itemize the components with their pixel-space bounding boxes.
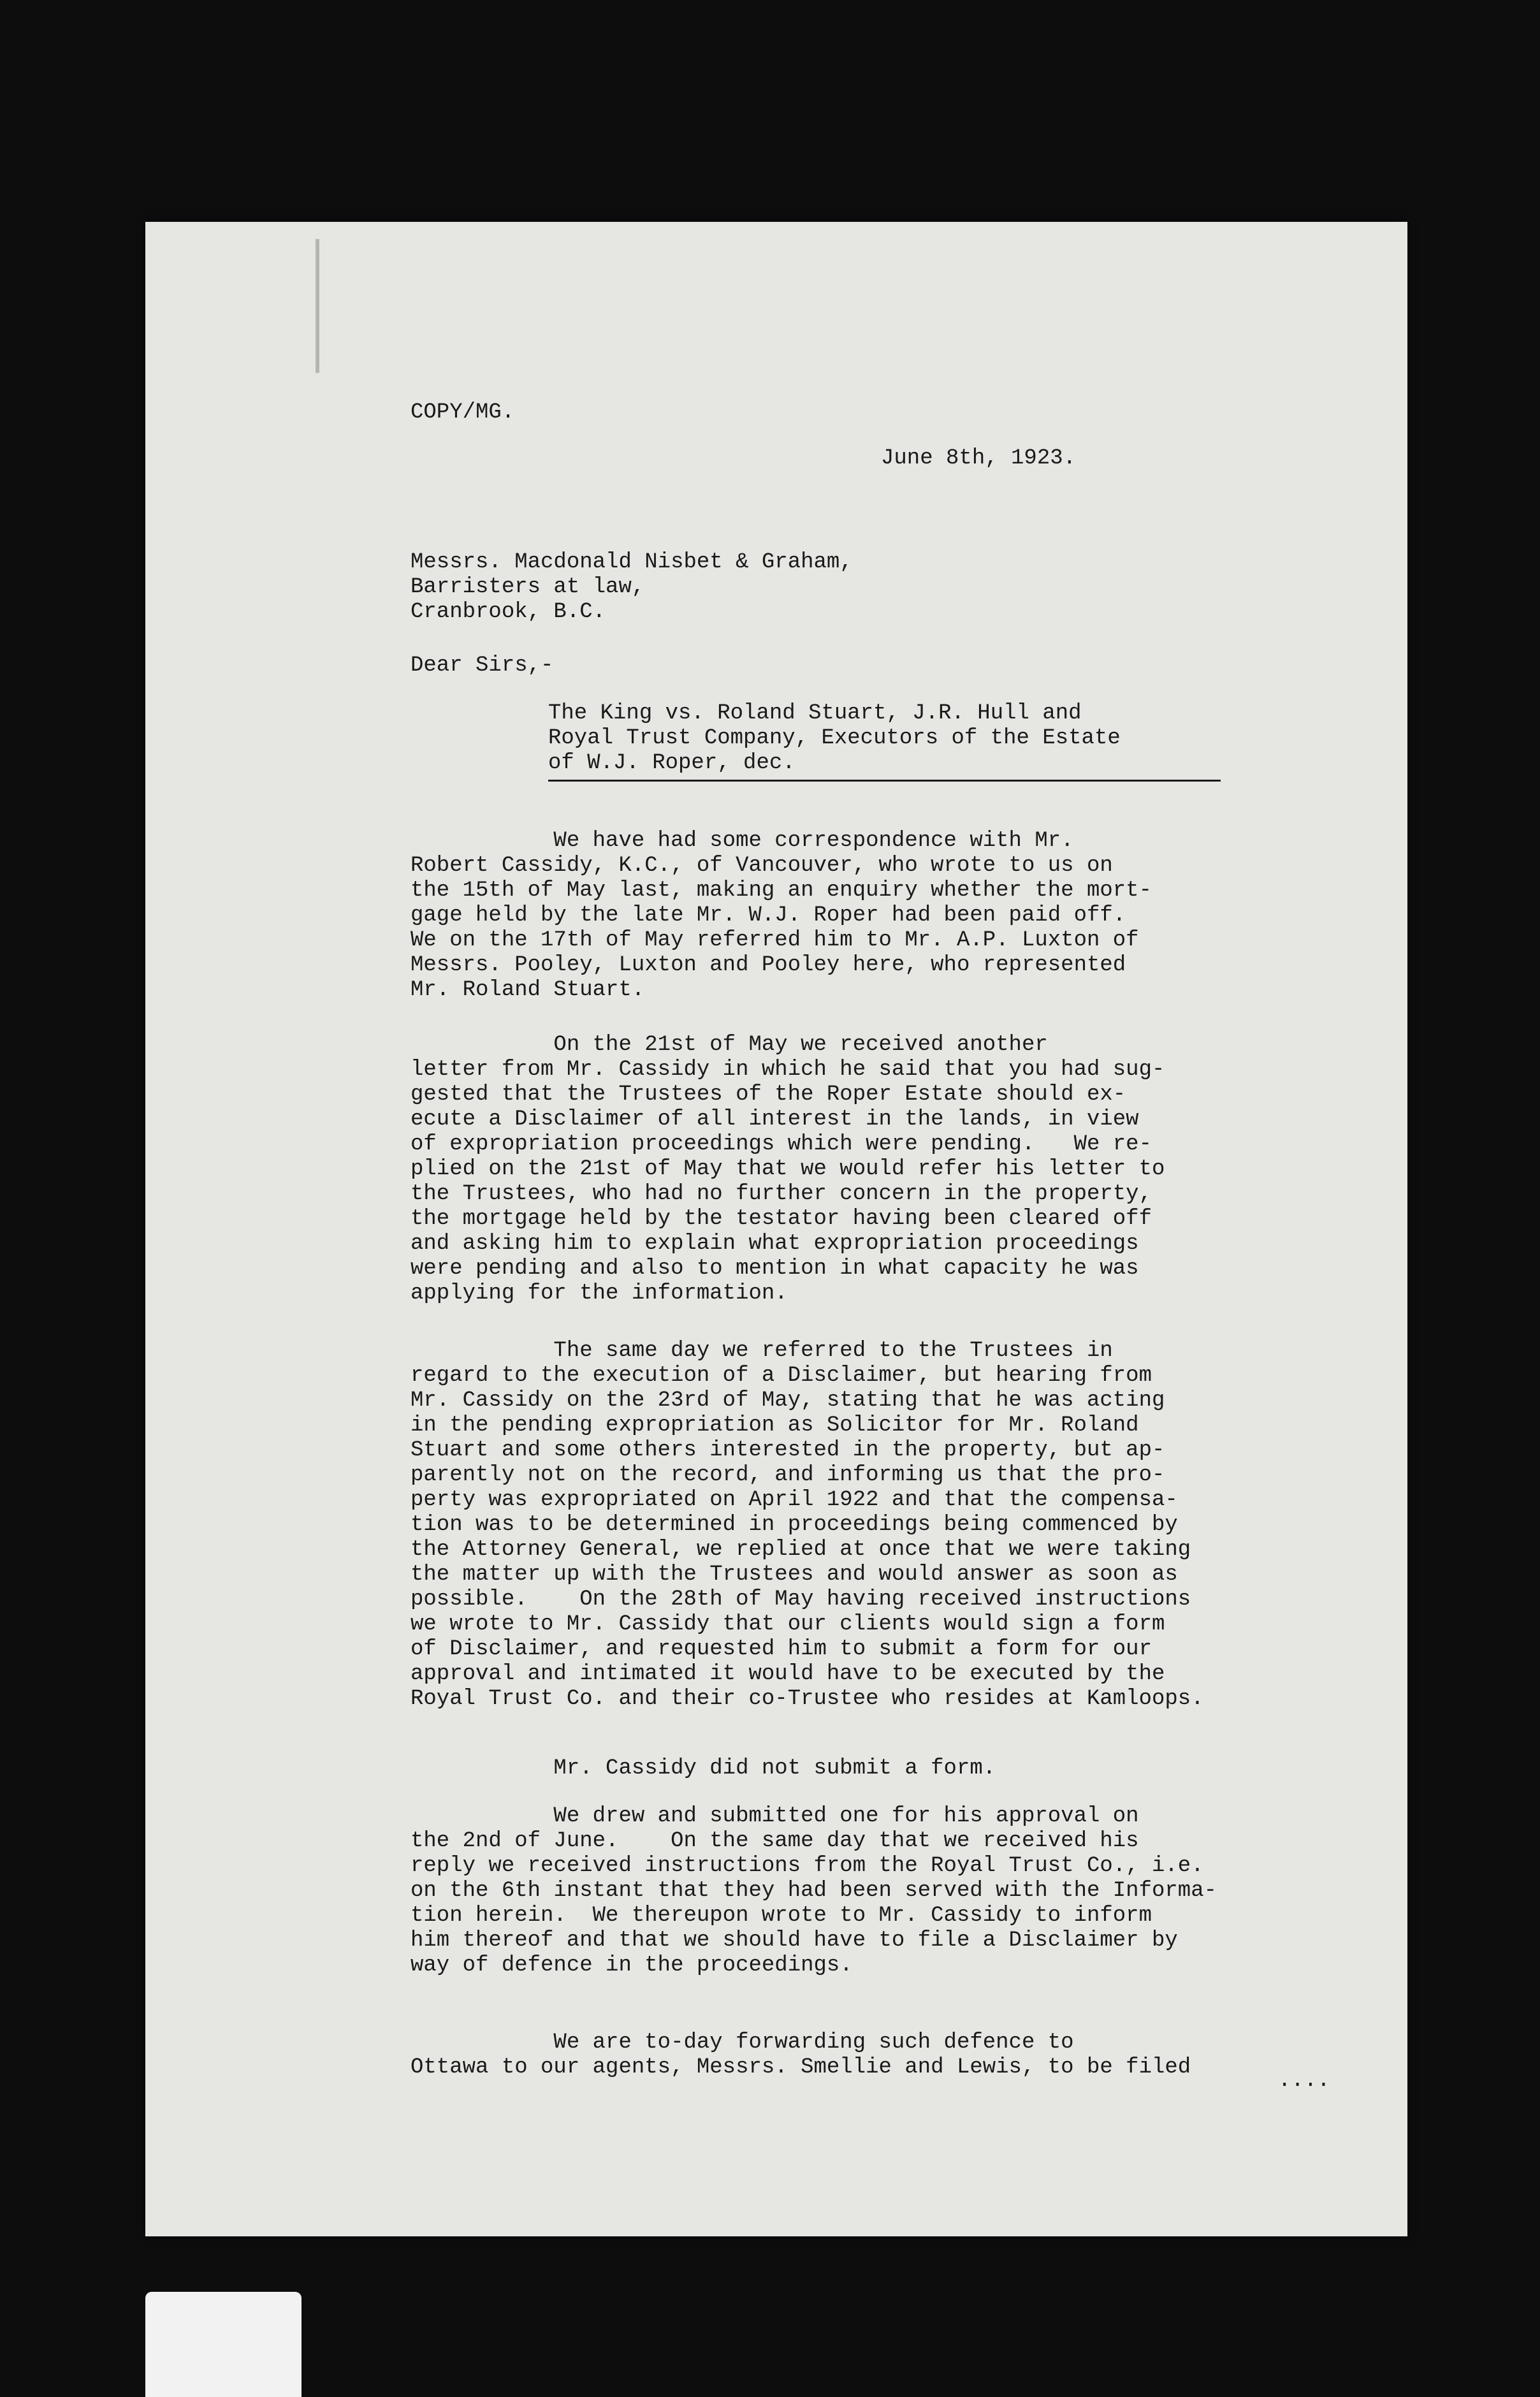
paragraph-3: The same day we referred to the Trustees in regard to the execution of a Disclaimer, but hearing from Mr. Cassidy on the 23rd of May, stating that he was acting in the pending expropriation as Solicitor for Mr. Roland Stuart and some others interested in the property, but ap- parently not on the record, and informing us that the pro- perty was expropriated on April 1922 and that the compensa- tion was to be determined in proceedings being commenced by the Attorney General, we replied at once that we were taking the matter up with the Trustees and would answer as soon as possible. On the 28th of May having received instructions we wrote to Mr. Cassidy that our clients would sign a form of Disclaimer, and requested him to submit a form for our approval and intimated it would have to be executed by the Royal Trust Co. and their co-Trustee who resides at Kamloops.: [410, 1339, 1204, 1711]
subject-line: The King vs. Roland Stuart, J.R. Hull and Royal Trust Company, Executors of the Estate of W.J. Roper, dec.: [548, 701, 1121, 775]
continuation-mark: ....: [1278, 2069, 1330, 2093]
copy-mark: COPY/MG.: [410, 400, 515, 425]
paragraph-1: We have had some correspondence with Mr. Robert Cassidy, K.C., of Vancouver, who wrote to us on the 15th of May last, making an enquiry whether the mort- gage held by the late Mr. W.J. Roper had been paid off. We on the 17th of May referred him to Mr. A.P. Luxton of Messrs. Pooley, Luxton and Pooley here, who represented Mr. Roland Stuart.: [410, 829, 1152, 1002]
paragraph-6: We are to-day forwarding such defence to Ottawa to our agents, Messrs. Smellie and Lewis, to be filed: [410, 2030, 1191, 2080]
paragraph-2: On the 21st of May we received another letter from Mr. Cassidy in which he said that you had sug- gested that the Trustees of the Roper Estate should ex- ecute a Disclaimer of all interest in the lands, in view of expropriation proceedings which were pending. We re- plied on the 21st of May that we would refer his letter to the Trustees, who had no further concern in the property, the mortgage held by the testator having been cleared off and asking him to explain what expropriation proceedings were pending and also to mention in what capacity he was applying for the information.: [410, 1033, 1165, 1306]
microfilm-frame-tab: [145, 2292, 301, 2397]
paragraph-5: We drew and submitted one for his approval on the 2nd of June. On the same day that we received his reply we received instructions from the Royal Trust Co., i.e. on the 6th instant that they had been served with the Informa- tion herein. We thereupon wrote to Mr. Cassidy to inform him thereof and that we should have to file a Disclaimer by way of defence in the proceedings.: [410, 1804, 1217, 1978]
subject-underline: [548, 780, 1221, 782]
salutation: Dear Sirs,-: [410, 653, 554, 678]
paragraph-4: Mr. Cassidy did not submit a form.: [410, 1756, 996, 1781]
letter-date: June 8th, 1923.: [881, 446, 1077, 470]
binder-mark: [316, 239, 319, 373]
addressee-block: Messrs. Macdonald Nisbet & Graham, Barristers at law, Cranbrook, B.C.: [410, 550, 853, 624]
